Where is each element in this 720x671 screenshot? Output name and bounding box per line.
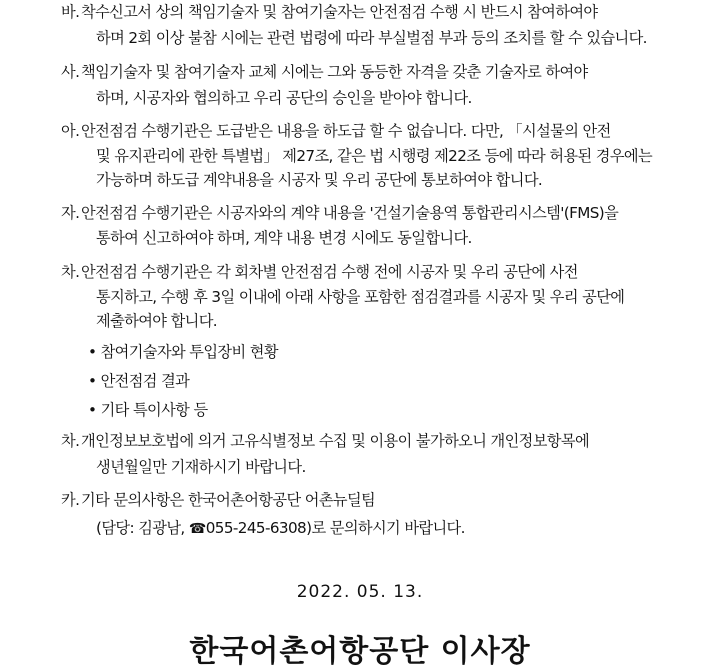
bullet-icon: • [88,343,97,361]
item-marker: 사. [61,63,80,81]
item-cha2-line1: 차. 개인정보보호법에 의거 고유식별정보 수집 및 이용이 불가하오니 개인정보항목에 [61,432,590,450]
bullet-item: • 참여기술자와 투입장비 현황 [88,343,278,361]
bullet-icon: • [88,401,97,419]
item-marker: 차. [61,263,80,281]
item-sa-line1: 사. 책임기술자 및 참여기술자 교체 시에는 그와 동등한 자격을 갖춘 기술자로 하여야 [61,63,588,81]
item-marker: 차. [61,432,80,450]
item-a-line3: 가능하며 하도급 계약내용을 시공자 및 우리 공단에 통보하여야 합니다. [96,171,543,189]
item-cha2-line2: 생년월일만 기재하시기 바랍니다. [96,458,306,476]
item-marker: 바. [61,3,80,21]
item-ba-line1: 바. 착수신고서 상의 책임기술자 및 참여기술자는 안전점검 수행 시 반드시 참여하여야 [61,3,598,21]
document-date: 2022. 05. 13. [296,582,424,602]
item-ja-line2: 통하여 신고하여야 하며, 계약 내용 변경 시에도 동일합니다. [96,229,472,247]
bullet-item: • 안전점검 결과 [88,372,190,390]
item-a-line2: 및 유지관리에 관한 특별법」 제27조, 같은 법 시행령 제22조 등에 따라 허용된 경우에는 [96,147,653,165]
item-cha-line2: 통지하고, 수행 후 3일 이내에 아래 사항을 포함한 점검결과를 시공자 및 우리 공단에 [96,288,625,306]
item-sa-line2: 하며, 시공자와 협의하고 우리 공단의 승인을 받아야 합니다. [96,89,472,107]
item-marker: 자. [61,204,80,222]
issuer-signature: 한국어촌어항공단 이사장 [189,634,531,669]
phone-icon: ☎ [188,521,206,537]
item-cha-line1: 차. 안전점검 수행기관은 각 회차별 안전점검 수행 전에 시공자 및 우리 공단에 사전 [61,263,578,281]
item-marker: 카. [61,491,80,509]
item-cha-line3: 제출하여야 합니다. [96,312,218,330]
item-ja-line1: 자. 안전점검 수행기관은 시공자와의 계약 내용을 '건설기술용역 통합관리시스템'(FMS)을 [61,204,619,222]
item-ka-contact: (담당: 김광남, ☎055-245-6308)로 문의하시기 바랍니다. [96,519,465,537]
bullet-icon: • [88,372,97,390]
item-ka-line1: 카. 기타 문의사항은 한국어촌어항공단 어촌뉴딜팀 [61,491,376,509]
item-marker: 아. [61,122,80,140]
item-a-line1: 아. 안전점검 수행기관은 도급받은 내용을 하도급 할 수 없습니다. 다만, 「시설물의 안전 [61,122,611,140]
item-ba-line2: 하며 2회 이상 불참 시에는 관련 법령에 따라 부실벌점 부과 등의 조치를 할 수 있습니다. [96,29,647,47]
bullet-item: • 기타 특이사항 등 [88,401,208,419]
